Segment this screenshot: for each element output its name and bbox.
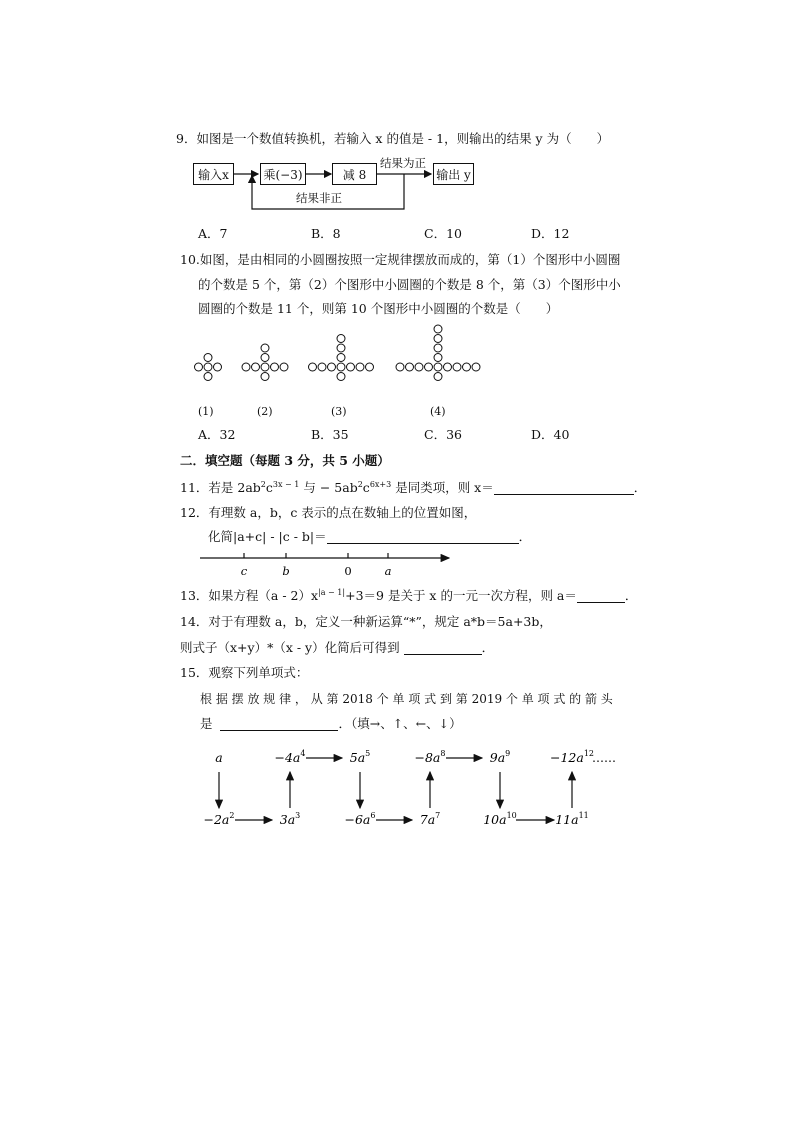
q10-stem-line-3: 圆圈的个数是 11 个，则第 10 个图形中小圆圈的个数是（ ） (198, 301, 559, 316)
monomial-term: $11a^{11}$ (555, 811, 589, 827)
q10-figure-label-3: (3) (331, 405, 347, 418)
q11-prefix: 11．若是 2ab (180, 480, 261, 496)
axis-label-a: a (384, 564, 392, 578)
q11-mid2: 与 − 5ab (299, 480, 358, 496)
q13-prefix: 13．如果方程（a - 2）x (180, 588, 319, 604)
q13-sup: |a − 1| (318, 588, 346, 597)
q15-line-2-suffix: ．（填→、↑、←、↓） (338, 716, 462, 731)
monomial-term: $9a^9$ (489, 749, 511, 765)
q10-figure-label-2: (2) (257, 405, 273, 418)
flow-box-input: 输入x (193, 163, 234, 185)
monomial-term: $-4a^4$ (274, 749, 306, 765)
q15-line-2-prefix: 是 (200, 716, 213, 731)
q12-simplify: 化简|a+c| - |c - b|＝ ． (208, 529, 532, 544)
q9-option-d: D．12 (531, 226, 570, 241)
q11-mid3: c (362, 480, 370, 496)
flow-label-positive: 结果为正 (380, 156, 426, 170)
monomial-term: $-12a^{12}$ (549, 749, 595, 765)
q10-figure-label-4: (4) (430, 405, 446, 418)
q11-suffix: 是同类项，则 x＝ (391, 480, 494, 496)
q13: 13．如果方程$(a - 2)x^{|a - 1|}+3=9$ 是关于 x 的一元一次方程，则 a＝ ． (180, 588, 638, 604)
monomial-ellipsis: …… (592, 751, 616, 765)
q10-stem-line-2: 的个数是 5 个，第（2）个图形中小圆圈的个数是 8 个，第（3）个图形中小 (198, 277, 621, 292)
q10-option-c: C．36 (424, 427, 462, 442)
flow-label-not-positive: 结果非正 (296, 191, 342, 205)
flow-box-output: 输出 y (433, 163, 474, 185)
q11: 11．若是 $2ab^2c^{3x - 1}$ 与 − $5ab^2c^{6x+3}$ 是同类项，则 x＝ ． (180, 480, 647, 496)
q10-option-a: A．32 (198, 427, 236, 442)
q10-figure-label-1: (1) (198, 405, 214, 418)
q13-suffix: +3＝9 是关于 x 的一元一次方程，则 a＝ (345, 588, 577, 604)
q14-line-1: 14．对于有理数 a，b，定义一种新运算“*”，规定 a*b＝5a+3b， (180, 614, 552, 629)
q9-option-a: A．7 (198, 226, 228, 241)
q9-option-b: B．8 (311, 226, 341, 241)
monomial-term: $-6a^6$ (344, 811, 376, 827)
axis-label-c: c (240, 564, 248, 578)
monomial-term: $-8a^8$ (414, 749, 446, 765)
q9-stem: 9．如图是一个数值转换机，若输入 x 的值是 - 1，则输出的结果 y 为（ ） (176, 131, 610, 146)
axis-label-b: b (282, 564, 290, 578)
flow-box-multiply: 乘(−3) (260, 163, 306, 185)
q11-sup4: 6x+3 (369, 480, 392, 489)
q11-sup2: 3x − 1 (272, 480, 300, 489)
q15-line-1: 根 据 摆 放 规 律 ， 从 第 2018 个 单 项 式 到 第 2019 个 单 项 式 的 箭 头 (200, 692, 613, 706)
monomial-term: $5a^5$ (349, 749, 371, 765)
q11-sup3: 2 (357, 480, 363, 489)
q14-line-2-text: 则式子（x+y）*（x - y）化简后可得到 (180, 640, 400, 655)
monomial-term: $-2a^2$ (203, 811, 235, 827)
q15-stem: 15．观察下列单项式： (180, 665, 309, 680)
q14-line-2: 则式子（x+y）*（x - y）化简后可得到 ． (180, 640, 495, 655)
q10-option-d: D．40 (531, 427, 570, 442)
axis-label-zero: 0 (344, 564, 352, 578)
monomial-term: $3a^3$ (279, 811, 301, 827)
flow-box-subtract: 减 8 (332, 163, 377, 185)
q10-option-b: B．35 (311, 427, 349, 442)
q11-sup1: 2 (260, 480, 266, 489)
q10-stem-line-1: 10.如图，是由相同的小圆圈按照一定规律摆放而成的，第（1）个图形中小圆圈 (180, 252, 621, 267)
section-heading: 二．填空题（每题 3 分，共 5 小题） (180, 453, 390, 468)
monomial-term: a (215, 750, 223, 765)
q12-stem: 12．有理数 a，b，c 表示的点在数轴上的位置如图， (180, 505, 477, 520)
q12-simplify-text: 化简|a+c| - |c - b|＝ (208, 529, 327, 544)
monomial-term: $10a^{10}$ (483, 811, 517, 827)
q11-mid1: c (265, 480, 273, 496)
q9-option-c: C．10 (424, 226, 462, 241)
monomial-term: $7a^7$ (419, 811, 441, 827)
